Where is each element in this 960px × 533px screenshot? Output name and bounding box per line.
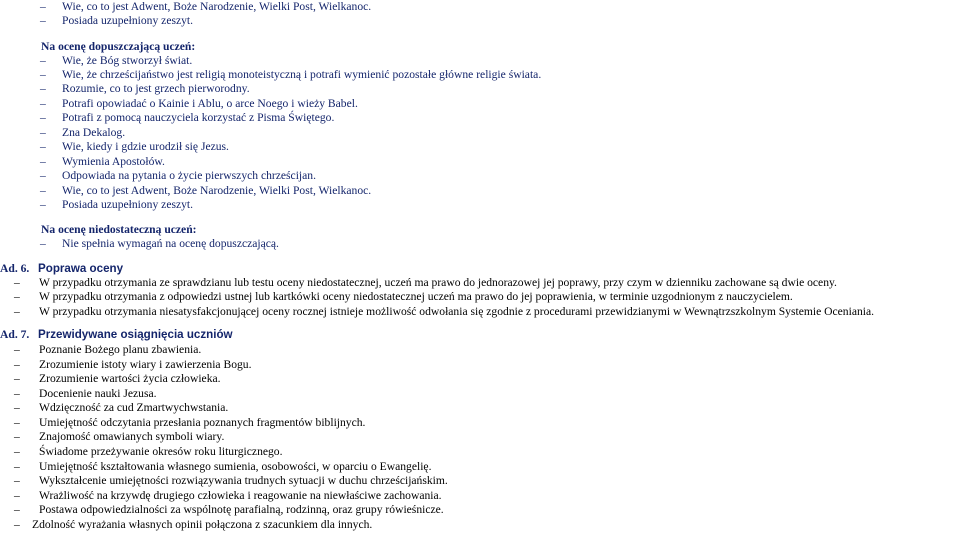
dash-marker: – — [40, 68, 46, 81]
list-item: Zna Dekalog. — [62, 126, 126, 139]
list-item: Rozumie, co to jest grzech pierworodny. — [62, 82, 250, 95]
list-item: Wdzięczność za cud Zmartwychwstania. — [39, 401, 229, 414]
list-item: Wrażliwość na krzywdę drugiego człowieka i reagowanie na niewłaściwe zachowania. — [39, 489, 442, 502]
list-item: Odpowiada na pytania o życie pierwszych chrześcijan. — [62, 169, 316, 182]
dash-marker: – — [14, 518, 20, 531]
section-heading-dopuszczajaca: Na ocenę dopuszczającą uczeń: — [41, 40, 196, 53]
list-item: Zdolność wyrażania własnych opinii połączona z szacunkiem dla innych. — [32, 518, 373, 531]
dash-marker: – — [14, 372, 20, 385]
dash-marker: – — [40, 14, 46, 27]
list-item: Wie, że Bóg stworzył świat. — [62, 54, 193, 67]
section-title-ad7: Przewidywane osiągnięcia uczniów — [38, 328, 233, 341]
list-item: Potrafi z pomocą nauczyciela korzystać z Pisma Świętego. — [62, 111, 335, 124]
list-item: Świadome przeżywanie okresów roku liturgicznego. — [39, 445, 283, 458]
list-item: Zrozumienie wartości życia człowieka. — [39, 372, 221, 385]
dash-marker: – — [40, 126, 46, 139]
list-item: Wie, że chrześcijaństwo jest religią monoteistyczną i potrafi wymienić pozostałe główne religie świata. — [62, 68, 542, 81]
dash-marker: – — [40, 198, 46, 211]
dash-marker: – — [14, 290, 20, 303]
dash-marker: – — [14, 343, 20, 356]
list-item: Wie, kiedy i gdzie urodził się Jezus. — [62, 140, 229, 153]
section-label-ad6: Ad. 6. — [0, 262, 30, 275]
dash-marker: – — [40, 140, 46, 153]
dash-marker: – — [14, 503, 20, 516]
dash-marker: – — [40, 82, 46, 95]
section-title-ad6: Poprawa oceny — [38, 262, 124, 275]
dash-marker: – — [14, 305, 20, 318]
dash-marker: – — [14, 401, 20, 414]
list-item: Posiada uzupełniony zeszyt. — [62, 14, 194, 27]
list-item: W przypadku otrzymania z odpowiedzi ustnej lub kartkówki oceny niedostatecznej uczeń ma prawo do jej poprawienia, w terminie uzgodnionym z nauczycielem. — [39, 290, 793, 303]
list-item: Znajomość omawianych symboli wiary. — [39, 430, 225, 443]
dash-marker: – — [14, 445, 20, 458]
list-item: Wykształcenie umiejętności rozwiązywania trudnych sytuacji w duchu chrześcijańskim. — [39, 474, 448, 487]
list-item: Wymienia Apostołów. — [62, 155, 165, 168]
list-item: Umiejętność odczytania przesłania poznanych fragmentów biblijnych. — [39, 416, 366, 429]
dash-marker: – — [14, 416, 20, 429]
list-item: Zrozumienie istoty wiary i zawierzenia Bogu. — [39, 358, 252, 371]
dash-marker: – — [40, 97, 46, 110]
list-item: Docenienie nauki Jezusa. — [39, 387, 157, 400]
section-label-ad7: Ad. 7. — [0, 328, 30, 341]
dash-marker: – — [40, 54, 46, 67]
dash-marker: – — [40, 0, 46, 13]
list-item: Postawa odpowiedzialności za wspólnotę parafialną, rodzinną, oraz grupy rówieśnicze. — [39, 503, 444, 516]
list-item: Nie spełnia wymagań na ocenę dopuszczającą. — [62, 237, 279, 250]
dash-marker: – — [14, 358, 20, 371]
list-item: Wie, co to jest Adwent, Boże Narodzenie, Wielki Post, Wielkanoc. — [62, 0, 372, 13]
dash-marker: – — [14, 474, 20, 487]
list-item: Poznanie Bożego planu zbawienia. — [39, 343, 202, 356]
dash-marker: – — [40, 237, 46, 250]
dash-marker: – — [14, 489, 20, 502]
dash-marker: – — [40, 155, 46, 168]
list-item: W przypadku otrzymania ze sprawdzianu lub testu oceny niedostatecznej, uczeń ma prawo do jednorazowej jej poprawy, przy czym w dzienniku zachowane są dwie oceny. — [39, 276, 837, 289]
dash-marker: – — [14, 387, 20, 400]
list-item: Wie, co to jest Adwent, Boże Narodzenie, Wielki Post, Wielkanoc. — [62, 184, 372, 197]
dash-marker: – — [14, 430, 20, 443]
dash-marker: – — [40, 169, 46, 182]
dash-marker: – — [14, 460, 20, 473]
dash-marker: – — [40, 184, 46, 197]
list-item: Potrafi opowiadać o Kainie i Ablu, o arce Noego i wieży Babel. — [62, 97, 358, 110]
dash-marker: – — [14, 276, 20, 289]
list-item: Posiada uzupełniony zeszyt. — [62, 198, 194, 211]
list-item: Umiejętność kształtowania własnego sumienia, osobowości, w oparciu o Ewangelię. — [39, 460, 432, 473]
section-heading-niedostateczna: Na ocenę niedostateczną uczeń: — [41, 223, 197, 236]
dash-marker: – — [40, 111, 46, 124]
list-item: W przypadku otrzymania niesatysfakcjonującej oceny rocznej istnieje możliwość odwołania się zgodnie z procedurami przewidzianymi w Wewnątrzszkolnym Systemie Oceniania. — [39, 305, 875, 318]
